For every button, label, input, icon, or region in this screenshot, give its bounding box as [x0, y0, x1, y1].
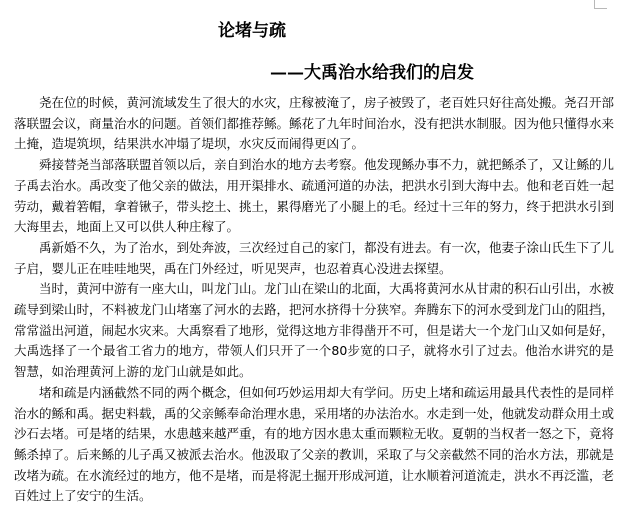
document-subtitle: ——大禹治水给我们的启发	[270, 63, 474, 83]
paragraph-1: 尧在位的时候，黄河流域发生了很大的水灾，庄稼被淹了，房子被毁了，老百姓只好往高处搬。尧召开部落联盟会议，商量治水的问题。首领们都推荐鲧。鲧花了九年时间治水，没有把洪水制服。因为他只懂得水来土掩，造堤筑坝，结果洪水冲塌了堤坝，水灾反而闹得更凶了。	[14, 95, 615, 152]
paragraph-3: 禹新婚不久，为了治水，到处奔波，三次经过自己的家门，都没有进去。有一次，他妻子涂山氏生下了儿子启，婴儿正在哇哇地哭，禹在门外经过，听见哭声，也忍着真心没进去探望。	[14, 239, 615, 276]
paragraph-2: 舜接替尧当部落联盟首领以后，亲自到治水的地方去考察。他发现鲧办事不力，就把鲧杀了，又让鲧的儿子禹去治水。禹改变了他父亲的做法，用开渠排水、疏通河道的办法，把洪水引到大海中去。他和老百姓一起劳动，戴着箬帽，拿着锹子，带头挖土、挑土，累得磨光了小腿上的毛。经过十三年的努力，终于把洪水引到大海里去，地面上又可以供人种庄稼了。	[14, 157, 615, 235]
paragraph-5: 堵和疏是内涵截然不同的两个概念，但如何巧妙运用却大有学问。历史上堵和疏运用最具代表性的是同样治水的鲧和禹。据史料载，禹的父亲鲧奉命治理水患，采用堵的办法治水。水走到一处，他就发动群众用土或沙石去堵。可是堵的结果，水患越来越严重，有的地方因水患太重而颗粒无收。夏朝的当权者一怒之下，竟将鲧杀掉了。后来鲧的儿子禹又被派去治水。他汲取了父亲的教训，采取了与父亲截然不同的治水方法，那就是改堵为疏。在水流经过的地方，他不是堵，而是将泥土掘开形成河道，让水顺着河道流走，洪水不再泛滥，老百姓过上了安宁的生活。	[14, 384, 615, 504]
document-body	[14, 93, 614, 507]
paragraph-4: 当时，黄河中游有一座大山，叫龙门山。龙门山在梁山的北面，大禹将黄河水从甘肃的积石山引出，水被疏导到梁山时，不料被龙门山堵塞了河水的去路，把河水挤得十分狭窄。奔腾东下的河水受到龙门山的阻挡，常常溢出河道，闹起水灾来。大禹察看了地形，觉得这地方非得凿开不可，但是诺大一个龙门山又如何是好，大禹选择了一个最省工省力的地方，带领人们只开了一个80步宽的口子，就将水引了过去。他治水讲究的是智慧，如治理黄河上游的龙门山就是如此。	[14, 281, 615, 380]
document-title: 论堵与疏	[218, 21, 286, 41]
page-corner-mark	[594, 0, 607, 9]
